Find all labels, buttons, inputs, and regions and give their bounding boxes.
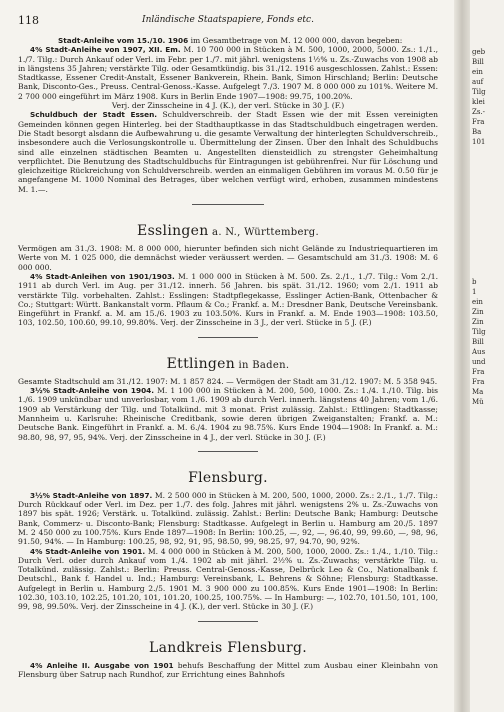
paragraph-text: M. 2 500 000 in Stücken à M. 200, 500, 1000, 2000. Zs.: 2./1., 1./7. Tilg.: Durch Rückkauf oder Verl. im Dez. per 1./7. des folg. Jahres mit jährl. wenigstens 2% u. Zs.-Zuwachs von 1897 bis spät. 1926; Verstärk. u. Totalkünd. zulässig. Zahlst.: Berlin: Deutsche Bank; Hamburg: Deutsche Bank, Commerz- u. Disconto-Bank; Flensburg: Stadtkasse. Aufgelegt in Berlin u. Hamburg am 20./5. 1897 M. 2 450 000 zu 100.75%. Kurs Ende 1897—1908: In Berlin: 100.25, —, 92, —, 96.40, 99, 99.60, —, 98, 96, 91.50, 94%. — In Hamburg: 100.25, 98, 92, 91, 95, 98.50, 99, 98.25, 97, 94.70, 90, 92%. [18,490,438,547]
section-title-esslingen [18,213,438,241]
section-divider [198,621,258,622]
paragraph-text: Schuldverschreib. der Stadt Essen wie der mit Essen vereinigten Gemeinden können gegen Hinterleg. bei der Stadthauptkasse in das Stadtschuldbuch eingetragen werden. Die Stadt besorgt alsdann die Aufbewahrung u. die gesamte Verwaltung der hinterlegten Schuldverschreib., insbesondere auch die Verlosungskontrolle u. Übermittelung der Zinsen. Über den Inhalt des Schuldbuchs sind alle einzelnen städtischen Beamten u. Angestellten diensteidlich zu strengster Geheimhaltung verpflichtet. Die Benutzung des Stadtschuldbuchs für Eintragungen ist gebührenfrei. Nur für Löschung und gleichzeitige Rückreichung von Schuldverschreib. werden an einmaligen Gebühren im voraus M. 0.50 für je angefangene M. 1000 Nominal des Betrages, über welchen verfügt wird, erhoben, zusammen mindestens M. 1.—. [18,110,438,194]
adjacent-page-fragment: klei [472,98,485,106]
adjacent-page-fragment: und [472,358,486,366]
adjacent-page-fragment: Mü [472,398,484,406]
section-title-ettlingen [18,346,438,374]
paragraph [18,547,438,612]
section-title-suffix: in Baden. [235,359,290,371]
running-title: Inländische Staatspapiere, Fonds etc. [142,15,314,25]
page-header [18,14,438,28]
bond-heading: 4% Stadt-Anleihe von 1901. [30,546,146,556]
paragraph-text: M. 4 000 000 in Stücken à M. 200, 500, 1000, 2000. Zs.: 1./4., 1./10. Tilg.: Durch Verl. oder durch Ankauf vom 1./4. 1902 ab mit jährl. 2½% u. Zs.-Zuwachs; verstärkte Tilg. u. Totalkünd. zulässig. Zahlst.: Berlin: Preuss. Central-Genoss.-Kasse, Delbrück Leo & Co., Nationalbank f. Deutschl., Bank f. Handel u. Ind.; Hamburg: Vereinsbank, L. Behrens & Söhne; Flensburg: Stadtkasse. Aufgelegt in Berlin u. Hamburg 2./5. 1901 M. 3 900 000 zu 100.85%. Kurs Ende 1901—1908: In Berlin: 102.30, 103.10, 102.25, 101.20, 101, 101.20, 100.25, 100.75%. — In Hamburg: —, 102.70, 101.50, 101, 100, 99, 98, 99.50%. Verj. der Zinsscheine in 4 J. (K.), der verl. Stücke in 30 J. (F.) [18,546,439,612]
page-body [18,36,438,679]
paragraph [18,377,438,386]
bond-heading: 3½% Stadt-Anleihe von 1904. [30,386,154,396]
book-gutter [454,0,470,712]
section-divider [198,451,258,452]
section-divider [198,337,258,338]
bond-heading: 4% Stadt-Anleihe von 1907, XII. Em. [30,45,181,55]
adjacent-page-fragment: Fra [472,378,485,386]
adjacent-page-fragment: b [472,278,477,286]
paragraph [18,101,438,110]
adjacent-page-fragment: Zs.- [472,108,486,116]
adjacent-page-fragment: 101 [472,138,486,146]
adjacent-page-fragment: Tilg [472,328,486,336]
section-title-main: Esslingen [137,223,209,240]
adjacent-page-fragment: Ma [472,388,484,396]
adjacent-page-fragment: Zin [472,318,484,326]
adjacent-page-fragment: auf [472,78,484,86]
bond-heading: 4% Anleihe II. Ausgabe von 1901 [30,660,174,670]
paragraph-text: im Gesamtbetrage von M. 12 000 000, davon begeben: [188,36,403,45]
bond-heading: 4% Stadt-Anleihen von 1901/1903. [30,271,175,281]
adjacent-page-fragment: Aus [472,348,486,356]
adjacent-page-fragment: 1 [472,288,477,296]
adjacent-page-fragment: ein [472,298,483,306]
paragraph [18,386,438,442]
adjacent-page-fragment: Bill [472,338,484,346]
adjacent-page-edge [470,0,504,712]
adjacent-page-fragment: Tilg [472,88,486,96]
bond-heading: Schuldbuch der Stadt Essen. [30,110,158,120]
adjacent-page-fragment: Fra [472,368,485,376]
section-divider [192,204,264,205]
section-title-main: Flensburg. [188,469,268,486]
paragraph [18,36,438,45]
paragraph-text: M. 1 000 000 in Stücken à M. 500. Zs. 2./1., 1./7. Tilg.: Vom 2./1. 1911 ab durch Verl. im Aug. per 31./12. innerh. 56 Jahren. bis spät. 31./12. 1960; vom 2./1. 1911 ab verstärkte Tilg. vorbehalten. Zahlst.: Esslingen: Stadtpflegekasse, Esslinger Actien-Bank, Ottenbacher & Co.; Stuttgart: Württ. Bankanstalt vorm. Pflaum & Co.; Frankf. a. M.: Dresdner Bank, Deutsche Vereinsbank. Eingeführt in Frankf. a. M. am 15./6. 1903 zu 103.50%. Kurs in Frankf. a. M. Ende 1903—1908: 103.50, 103, 102.50, 100.60, 99.10, 99.80%. Verj. der Zinsscheine in 3 J., der verl. Stücke in 5 J. (F.) [18,271,438,328]
paragraph-text: Vermögen am 31./3. 1908: M. 8 000 000, hierunter befinden sich nicht Gelände zu Industriequartieren im Werte von M. 1 025 000, die demnächst wieder veräussert werden. — Gesamtschuld am 31./3. 1908: M. 6 000 000. [18,244,438,272]
adjacent-page-fragment: Fra [472,118,485,126]
adjacent-page-fragment: Bill [472,58,484,66]
paragraph [18,272,438,328]
section-title-landkreis-flensburg [18,630,438,658]
bond-heading: Stadt-Anleihe vom 15./10. 1906 [58,36,189,45]
paragraph-text: M. 10 700 000 in Stücken à M. 500, 1000, 2000, 5000. Zs.: 1./1., 1./7. Tilg.: Durch Ankauf oder Verl. im Febr. per 1./7. mit jährl. wenigstens 1½% u. Zs.-Zuwachs von 1908 ab in längstens 35 Jahren; verstärkte Tilg. oder Gesamtkündig. bis 31./12. 1916 ausgeschlossen. Zahlst.: Essen: Stadtkasse, Essener Credit-Anstalt, Essener Bankverein, Rhein. Bank, Simon Hirschland; Berlin: Deutsche Bank, Disconto-Ges., Preuss. Central-Genoss.-Kasse. Aufgelegt 7./3. 1907 M. 8 000 000 zu 101%. Weitere M. 2 700 000 eingeführt im März 1908. Kurs in Berlin Ende 1907—1908: 99.75, 100.20%. [18,45,438,101]
adjacent-page-fragment: Ba [472,128,482,136]
adjacent-page-fragment: geb [472,48,486,56]
paragraph [18,45,438,101]
section-title-main: Ettlingen [166,355,236,372]
paragraph-text: behufs Beschaffung der Mittel zum Ausbau einer Kleinbahn von Flensburg über Satrup nach Rundhof, zur Errichtung eines Bahnhofs [18,660,438,679]
paragraph [18,661,438,680]
page-number: 118 [18,14,39,27]
section-title-main: Landkreis Flensburg. [149,639,307,656]
paragraph-text: Verj. der Zinsscheine in 4 J. (K.), der verl. Stücke in 30 J. (F.) [111,101,345,111]
paragraph-text: M. 1 100 000 in Stücken à M. 200, 500, 1000. Zs.: 1./4. 1./10. Tilg. bis 1./6. 1909 unkündbar und unverlosbar, vom 1./6. 1909 ab durch Verl. innerh. längstens 40 Jahren; vom 1./6. 1909 ab Verstärkung der Tilg. und Totalkünd. mit 3 monat. Frist zulässig. Zahlst.: Ettlingen: Stadtkasse; Mannheim u. Karlsruhe: Rheinische Creditbank, sowie deren übrigen Zweiganstalten; Frankf. a. M.: Deutsche Bank. Eingeführt in Frankf. a. M. 6./4. 1904 zu 98.75%. Kurs Ende 1904—1908: In Frankf. a. M.: 98.80, 98, 97, 95, 94%. Verj. der Zinsscheine in 4 J., der verl. Stücke in 30 J. (F.) [18,386,438,442]
section-title-suffix: a. N., Württemberg. [208,227,319,239]
paragraph [18,491,438,547]
paragraph [18,244,438,272]
paragraph [18,110,438,194]
adjacent-page-fragment: ein [472,68,483,76]
paragraph-text: Gesamte Stadtschuld am 31./12. 1907: M. 1 857 824. — Vermögen der Stadt am 31./12. 1907: M. 5 358 945. [18,376,438,386]
adjacent-page-fragment: Zin [472,308,484,316]
section-title-flensburg [18,460,438,488]
bond-heading: 3½% Stadt-Anleihe von 1897. [30,490,153,500]
